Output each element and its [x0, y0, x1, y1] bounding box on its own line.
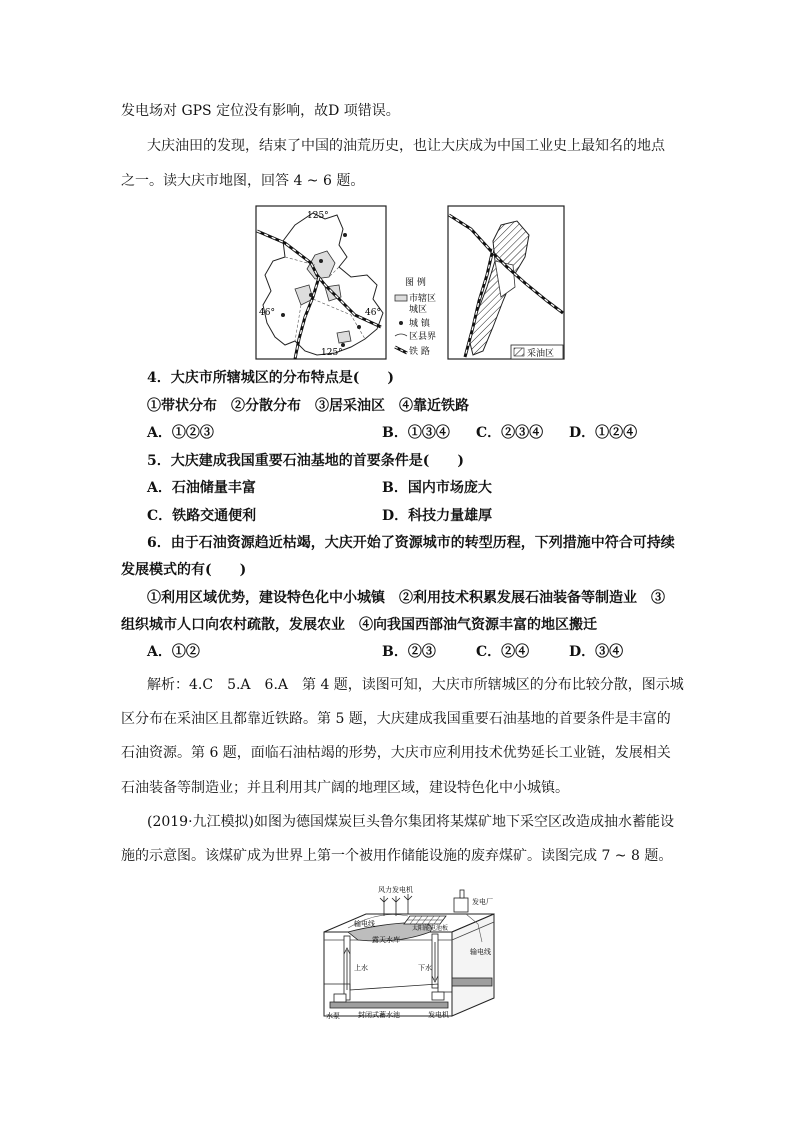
town-marker — [341, 343, 345, 347]
town-marker — [309, 293, 313, 297]
passage2-line2: 施的示意图。该煤矿成为世界上第一个被用作储能设施的废弃煤矿。读图完成 7 ~ 8 题。 — [121, 848, 673, 864]
q4-stem: 4．大庆市所辖城区的分布特点是( ) — [147, 370, 394, 386]
legend-urban-l2: 城区 — [409, 305, 428, 315]
q6-items-line1: ①利用区域优势，建设特色化中小城镇 ②利用技术积累发展石油装备等制造业 ③ — [147, 590, 665, 606]
side-tunnel — [452, 978, 492, 986]
q4-option-b[interactable]: B．①③④ — [382, 425, 450, 441]
oil-area-swatch — [514, 348, 524, 356]
legend-railway: 铁 路 — [409, 347, 430, 357]
q5-option-d[interactable]: D．科技力量雄厚 — [382, 508, 493, 524]
q6-stem-line2: 发展模式的有( ) — [121, 562, 247, 578]
generator-box — [432, 992, 444, 1000]
q6-option-b[interactable]: B．②③ — [382, 644, 436, 660]
q4-option-a[interactable]: A．①②③ — [147, 425, 214, 441]
q4-option-d[interactable]: D．①②④ — [569, 425, 638, 441]
q5-option-c[interactable]: C．铁路交通便利 — [147, 508, 257, 524]
q6-option-c[interactable]: C．②④ — [476, 644, 530, 660]
lat-label-left: 46° — [259, 308, 275, 318]
analysis-line4: 石油装备等制造业；并且利用其广阔的地理区域，建设特色化中小城镇。 — [121, 780, 569, 796]
power-plant — [454, 898, 468, 912]
town-marker — [357, 325, 361, 329]
daqing-map-figure — [255, 205, 567, 363]
label-generator: 发电机 — [428, 1011, 449, 1019]
closed-storage-pool — [330, 1002, 448, 1008]
passage2-line1: (2019·九江模拟)如图为德国煤炭巨头鲁尔集团将某煤矿地下采空区改造成抽水蓄能设 — [147, 814, 675, 830]
q4-option-c[interactable]: C．②③④ — [476, 425, 544, 441]
label-line-left: 输电线 — [354, 920, 375, 928]
q5-option-b[interactable]: B．国内市场庞大 — [382, 480, 492, 496]
q6-stem-line1: 6．由于石油资源趋近枯竭，大庆开始了资源城市的转型历程，下列措施中符合可持续 — [147, 535, 675, 551]
legend-urban-swatch — [395, 295, 407, 301]
q5-option-a[interactable]: A．石油储量丰富 — [147, 480, 256, 496]
q4-items: ①带状分布 ②分散分布 ③居采油区 ④靠近铁路 — [147, 398, 469, 414]
urban-district-4 — [337, 331, 351, 343]
q6-option-a[interactable]: A．①② — [147, 644, 200, 660]
pumped-storage-figure — [318, 880, 498, 1022]
town-marker — [281, 313, 285, 317]
q5-stem: 5．大庆建成我国重要石油基地的首要条件是( ) — [147, 453, 464, 469]
label-closed-pool: 封闭式蓄水池 — [358, 1011, 400, 1019]
legend-title: 图 例 — [405, 278, 426, 288]
analysis-line2: 区分布在采油区且都靠近铁路。第 5 题，大庆建成我国重要石油基地的首要条件是丰富的 — [121, 711, 671, 727]
town-marker — [343, 233, 347, 237]
block-side-face — [452, 914, 494, 1016]
passage1-line2: 之一。读大庆市地图，回答 4 ~ 6 题。 — [121, 173, 365, 189]
wind-turbine — [380, 896, 388, 916]
label-line-right: 输电线 — [470, 948, 491, 956]
analysis-line1: 解析：4.C 5.A 6.A 第 4 题，读图可知，大庆市所辖城区的分布比较分散，图示城 — [147, 677, 684, 693]
label-reservoir: 露天水库 — [372, 936, 400, 944]
legend-town-swatch — [399, 321, 403, 325]
lat-label-right: 46° — [365, 308, 381, 318]
label-down: 下水 — [418, 964, 432, 972]
passage1-line1: 大庆油田的发现，结束了中国的油荒历史，也让大庆成为中国工业史上最知名的地点 — [147, 138, 665, 154]
q6-items-line2: 组织城市人口向农村疏散，发展农业 ④向我国西部油气资源丰富的地区搬迁 — [121, 617, 597, 633]
label-up: 上水 — [354, 964, 368, 972]
pump-box — [334, 994, 346, 1002]
q6-option-d[interactable]: D．③④ — [569, 644, 624, 660]
label-plant: 发电厂 — [472, 898, 493, 906]
legend-boundary: 区县界 — [409, 332, 437, 342]
wind-turbine — [404, 894, 412, 914]
intro-line: 发电场对 GPS 定位没有影响，故D 项错误。 — [121, 103, 400, 119]
label-wind: 风力发电机 — [378, 886, 413, 894]
legend-urban-l1: 市辖区 — [409, 294, 437, 304]
label-solar: 太阳能电池板 — [412, 925, 449, 932]
label-pump: 水泵 — [326, 1012, 340, 1020]
lon-label-bottom: 125° — [321, 348, 343, 358]
town-marker — [319, 259, 323, 263]
legend-boundary-swatch — [395, 334, 407, 336]
legend-oil-area: 采油区 — [527, 349, 555, 359]
legend-town: 城 镇 — [409, 319, 430, 329]
wind-turbine — [392, 896, 400, 916]
lon-label-top: 125° — [307, 211, 329, 221]
analysis-line3: 石油资源。第 6 题，面临石油枯竭的形势，大庆市应利用技术优势延长工业链，发展相关 — [121, 745, 671, 761]
